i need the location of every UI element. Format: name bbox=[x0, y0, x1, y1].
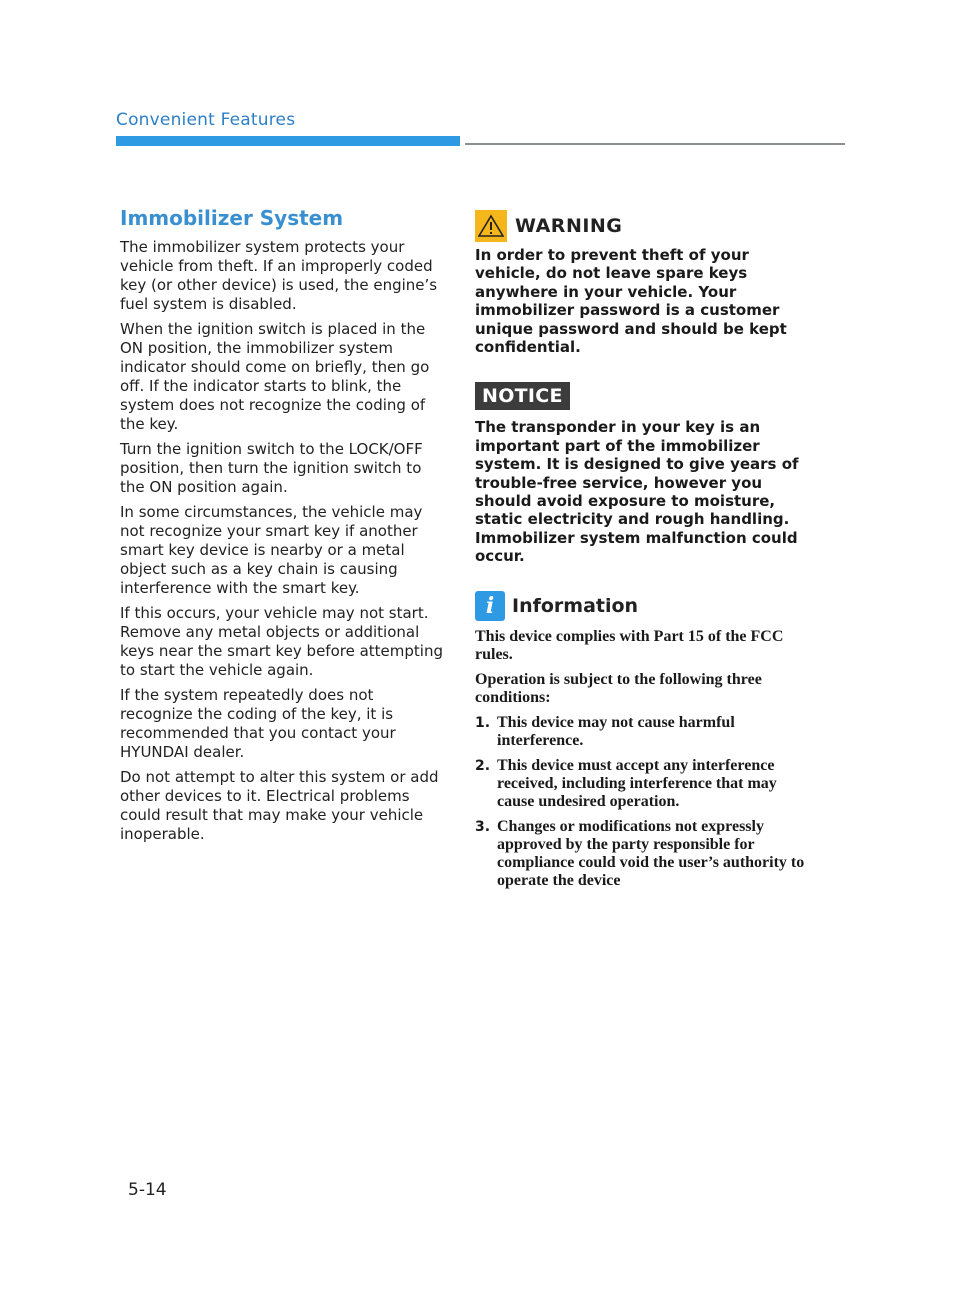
information-paragraph: This device complies with Part 15 of the FCC rules. bbox=[475, 627, 784, 663]
callouts-column bbox=[475, 210, 805, 897]
list-text: This device may not cause harmful interference. bbox=[497, 713, 735, 749]
warning-triangle-icon bbox=[475, 210, 507, 242]
paragraph: Do not attempt to alter this system or add other devices to it. Electrical problems could result that may make your vehicle inoperable. bbox=[120, 768, 439, 843]
paragraph: The immobilizer system protects your vehicle from theft. If an improperly coded key (or other device) is used, the engine’s fuel system is disabled. bbox=[120, 238, 438, 313]
information-header bbox=[475, 590, 805, 622]
notice-text: The transponder in your key is an important part of the immobilizer system. It is designed to give years of trouble-free service, however you should avoid exposure to moisture, static electricity and rough handling. Immobilizer system malfunction could occur. bbox=[475, 418, 799, 566]
warning-title: WARNING bbox=[515, 215, 623, 237]
information-paragraph: Operation is subject to the following three conditions: bbox=[475, 670, 762, 706]
section-title: Immobilizer System bbox=[120, 206, 344, 230]
information-title: Information bbox=[512, 594, 639, 617]
page-number: 5-14 bbox=[128, 1180, 167, 1200]
list-item bbox=[475, 818, 805, 890]
list-text: Changes or modifications not expressly approved by the party responsible for compliance could void the user’s authority to operate the device bbox=[497, 817, 805, 889]
info-icon: i bbox=[475, 591, 505, 621]
notice-badge: NOTICE bbox=[475, 382, 570, 410]
paragraph: If the system repeatedly does not recognize the coding of the key, it is recommended that you contact your HYUNDAI dealer. bbox=[120, 686, 396, 761]
list-number: 1. bbox=[475, 714, 491, 731]
paragraph: In some circumstances, the vehicle may not recognize your smart key if another smart key device is nearby or a metal object such as a key chain is causing interference with the smart key. bbox=[120, 503, 423, 597]
list-number: 2. bbox=[475, 757, 491, 774]
paragraph: When the ignition switch is placed in the ON position, the immobilizer system indicator should come on briefly, then go off. If the indicator starts to blink, the system does not recognize the coding of the key. bbox=[120, 320, 430, 433]
immobilizer-section bbox=[120, 206, 445, 850]
paragraph: If this occurs, your vehicle may not start. Remove any metal objects or additional keys near the smart key before attempting to start the vehicle again. bbox=[120, 604, 443, 679]
list-number: 3. bbox=[475, 818, 491, 835]
header-divider bbox=[465, 143, 845, 145]
list-item bbox=[475, 757, 805, 811]
paragraph: Turn the ignition switch to the LOCK/OFF position, then turn the ignition switch to the ON position again. bbox=[120, 440, 423, 496]
warning-text: In order to prevent theft of your vehicle, do not leave spare keys anywhere in your vehicle. Your immobilizer password is a customer unique password and should be kept confidential. bbox=[475, 246, 787, 357]
warning-header bbox=[475, 210, 805, 242]
list-item bbox=[475, 714, 805, 750]
list-text: This device must accept any interference received, including interference that may cause undesired operation. bbox=[497, 756, 777, 810]
header-accent-bar bbox=[116, 136, 460, 146]
chapter-title: Convenient Features bbox=[116, 110, 296, 130]
